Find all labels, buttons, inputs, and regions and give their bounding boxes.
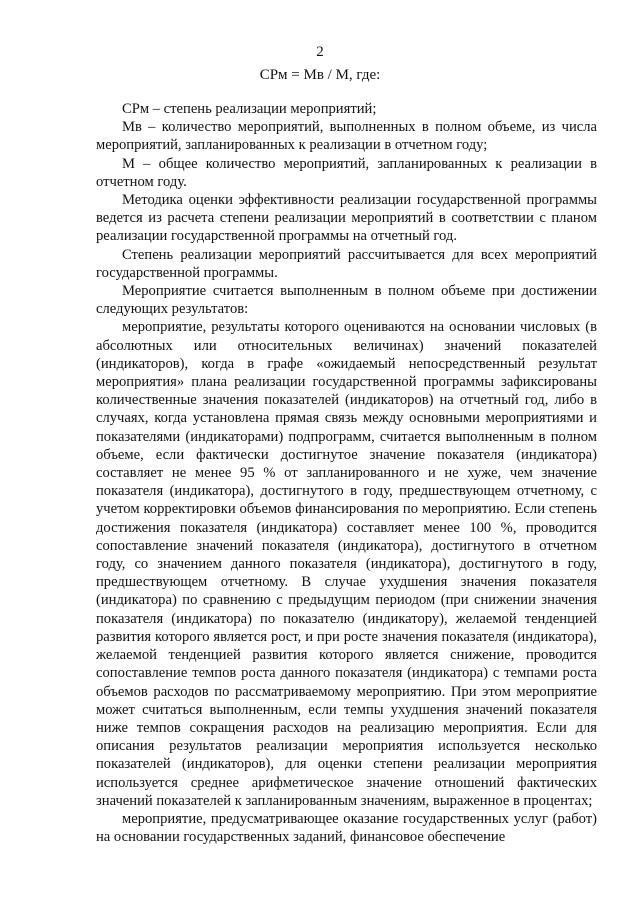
paragraph-state-services: мероприятие, предусматривающее оказание государственных услуг (работ) на основании государственных заданий, финансовое обеспечение — [96, 810, 597, 846]
paragraph-completion-criteria: Мероприятие считается выполненным в полном объеме при достижении следующих результатов: — [96, 283, 597, 318]
definition-m: М – общее количество мероприятий, запланированных к реализации в отчетном году. — [96, 155, 597, 190]
paragraph-calculation-scope: Степень реализации мероприятий рассчитывается для всех мероприятий государственной программы. — [96, 246, 597, 281]
paragraph-numeric-indicators: мероприятие, результаты которого оцениваются на основании числовых (в абсолютных или относительных величинах) значений показателей (индикаторов), когда в графе «ожидаемый непосредственный результат мероприятия» плана реализации государственной программы зафиксированы количественные значения показателей (индикаторов) на отчетный год, либо в случаях, когда установлена прямая связь между основными мероприятиями и показателями (индикаторами) подпрограмм, считается выполненным в полном объеме, если фактически достигнутое значение показателя (индикатора) составляет не менее 95 % от запланированного и не хуже, чем значение показателя (индикатора), достигнутого в году, предшествующем отчетному, с учетом корректировки объемов финансирования по мероприятию. Если степень достижения показателя (индикатора) составляет менее 100 %, проводится сопоставление значений показателя (индикатора), достигнутого в отчетном году, со значением данного показателя (индикатора), достигнутого в году, предшествующем отчетному. В случае ухудшения значения показателя (индикатора) по сравнению с предыдущим периодом (при снижении значения показателя (индикатора) по показателю (индикатору), желаемой тенденцией развития которого является рост, и при росте значения показателя (индикатора), желаемой тенденцией развития которого является снижение, проводится сопоставление темпов роста данного показателя (индикатора) с темпами роста объемов расходов по рассматриваемому мероприятию. При этом мероприятие может считаться выполненным, если темпы ухудшения значений показателя ниже темпов сокращения расходов на реализацию мероприятия. Если для описания результатов реализации мероприятия используется несколько показателей (индикаторов), для оценки степени реализации мероприятия используется среднее арифметическое значение отношений фактических значений показателей к запланированным значениям, выраженное в процентах; — [96, 319, 597, 809]
paragraph-methodology: Методика оценки эффективности реализации государственной программы ведется из расчета степени реализации мероприятий в соответствии с планом реализации государственной программы на отчетный год. — [96, 192, 597, 245]
document-body — [96, 100, 597, 846]
definition-srm: СРм – степень реализации мероприятий; — [122, 101, 377, 117]
formula-line: СРм = Мв / М, где: — [259, 67, 381, 83]
definition-mv: Мв – количество мероприятий, выполненных в полном объеме, из числа мероприятий, запланированных к реализации в отчетном году; — [96, 119, 597, 154]
page-number: 2 — [316, 44, 324, 60]
